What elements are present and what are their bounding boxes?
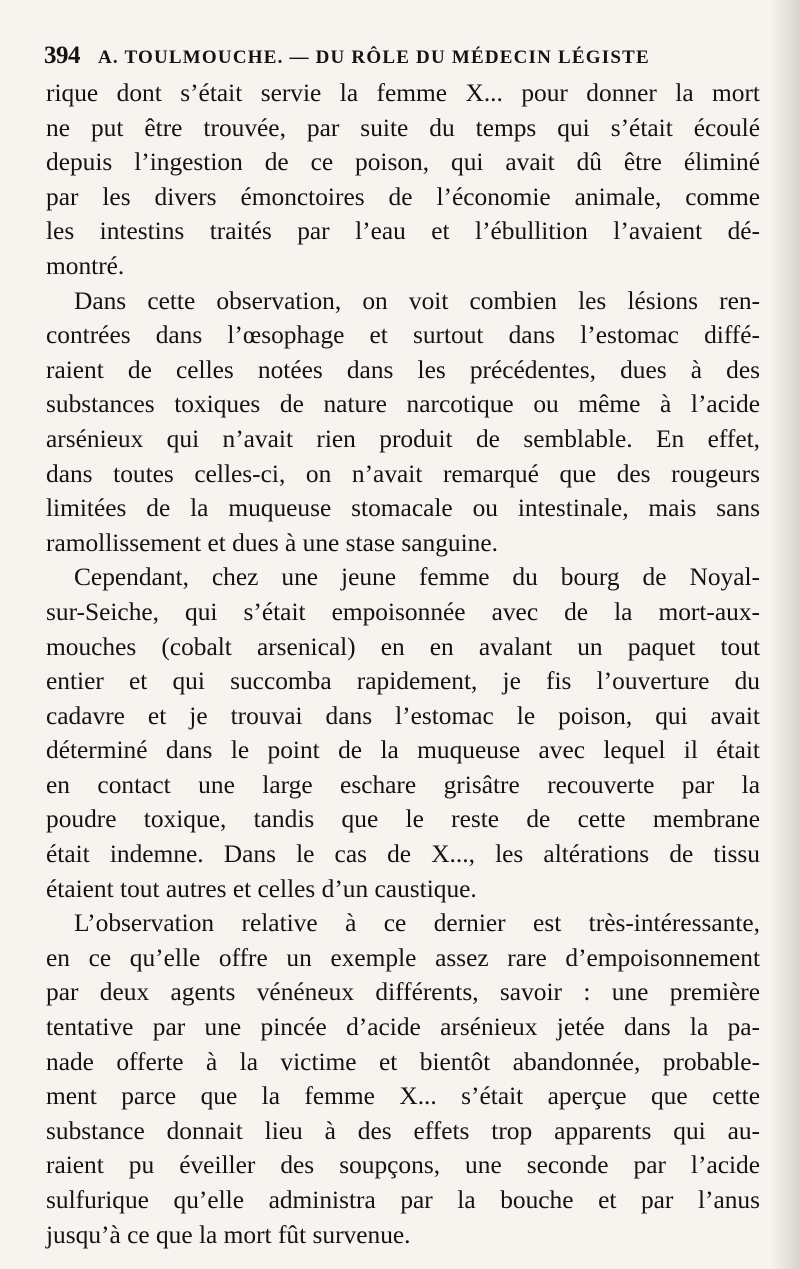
text-line: mouches (cobalt arsenical) en en avalant un paquet tout bbox=[46, 632, 760, 661]
text-line: par deux agents vénéneux différents, savoir : une première bbox=[46, 978, 760, 1007]
text-line: nade offerte à la victime et bientôt abandonnée, probable- bbox=[46, 1047, 760, 1076]
text-line: arsénieux qui n’avait rien produit de semblable. En effet, bbox=[46, 424, 760, 453]
text-line: Cependant, chez une jeune femme du bourg de Noyal- bbox=[74, 563, 760, 592]
text-line: déterminé dans le point de la muqueuse avec lequel il était bbox=[46, 736, 760, 765]
text-line: cadavre et je trouvai dans l’estomac le poison, qui avait bbox=[46, 701, 760, 730]
text-line: substance donnait lieu à des effets trop apparents qui au- bbox=[46, 1116, 760, 1145]
text-line: dans toutes celles-ci, on n’avait remarqué que des rougeurs bbox=[46, 459, 760, 488]
text-line: entier et qui succomba rapidement, je fis l’ouverture du bbox=[46, 667, 760, 696]
text-line: sulfurique qu’elle administra par la bouche et par l’anus bbox=[46, 1186, 760, 1214]
body-text bbox=[46, 76, 760, 1252]
page-edge-shadow bbox=[770, 0, 800, 1269]
text-line: les intestins traités par l’eau et l’ébullition l’avaient dé- bbox=[46, 217, 760, 246]
text-line: était indemne. Dans le cas de X..., les altérations de tissu bbox=[46, 840, 760, 869]
page-header bbox=[44, 42, 760, 76]
text-line: raient de celles notées dans les précédentes, dues à des bbox=[46, 355, 760, 384]
text-line: ment parce que la femme X... s’était aperçue que cette bbox=[46, 1082, 760, 1111]
paragraph bbox=[46, 284, 760, 561]
text-line: par les divers émonctoires de l’économie animale, comme bbox=[46, 182, 760, 211]
text-line: en ce qu’elle offre un exemple assez rare d’empoisonnement bbox=[46, 943, 760, 972]
text-line: ne put être trouvée, par suite du temps qui s’était écoulé bbox=[46, 113, 760, 142]
running-head: A. TOULMOUCHE. — DU RÔLE DU MÉDECIN LÉGISTE bbox=[98, 47, 650, 68]
text-line: L’observation relative à ce dernier est très-intéressante, bbox=[74, 909, 760, 938]
text-line: étaient tout autres et celles d’un caustique. bbox=[46, 874, 477, 903]
text-line: tentative par une pincée d’acide arsénieux jetée dans la pa- bbox=[46, 1013, 760, 1042]
text-line: contrées dans l’œsophage et surtout dans l’estomac diffé- bbox=[46, 321, 760, 350]
text-line: depuis l’ingestion de ce poison, qui avait dû être éliminé bbox=[46, 148, 760, 177]
text-line: montré. bbox=[46, 251, 125, 280]
text-line: substances toxiques de nature narcotique ou même à l’acide bbox=[46, 390, 760, 419]
page-number: 394 bbox=[44, 42, 80, 69]
text-line: rique dont s’était servie la femme X... pour donner la mort bbox=[46, 79, 760, 107]
paragraph bbox=[46, 906, 760, 1252]
paragraph bbox=[46, 76, 760, 284]
text-line: raient pu éveiller des soupçons, une seconde par l’acide bbox=[46, 1151, 760, 1180]
text-line: en contact une large eschare grisâtre recouverte par la bbox=[46, 770, 760, 799]
text-line: ramollissement et dues à une stase sanguine. bbox=[46, 528, 498, 557]
text-line: limitées de la muqueuse stomacale ou intestinale, mais sans bbox=[46, 494, 760, 523]
text-line: sur-Seiche, qui s’était empoisonnée avec de la mort-aux- bbox=[46, 597, 760, 626]
paragraph bbox=[46, 560, 760, 906]
text-line: Dans cette observation, on voit combien les lésions ren- bbox=[74, 286, 760, 315]
text-line: jusqu’à ce que la mort fût survenue. bbox=[46, 1220, 411, 1249]
text-line: poudre toxique, tandis que le reste de cette membrane bbox=[46, 805, 760, 834]
